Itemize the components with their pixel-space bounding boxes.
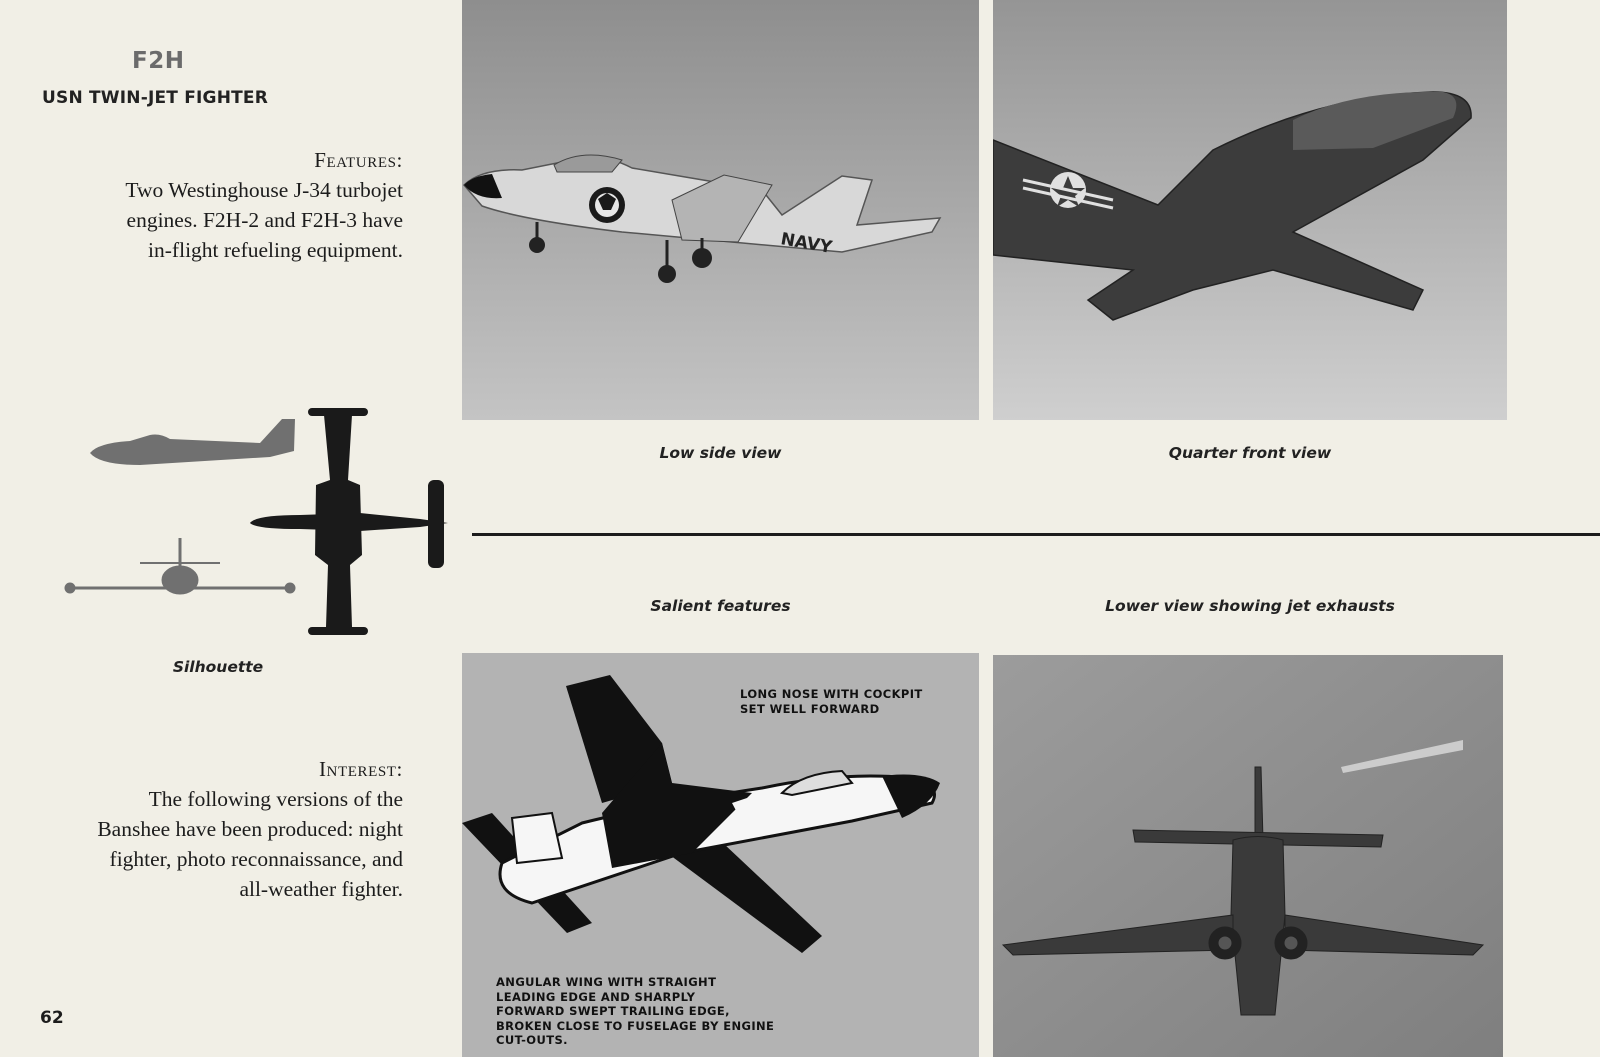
lower-view-caption: Lower view showing jet exhausts xyxy=(1105,597,1395,615)
note-long-nose: LONG NOSE WITH COCKPIT SET WELL FORWARD xyxy=(740,687,923,716)
aircraft-subtitle: USN TWIN-JET FIGHTER xyxy=(42,88,269,108)
features-heading: Features: xyxy=(314,148,403,172)
interest-heading: Interest: xyxy=(318,757,403,781)
salient-features-caption: Salient features xyxy=(650,597,791,615)
navy-marking: NAVY xyxy=(779,229,834,258)
divider-rule xyxy=(472,533,1600,536)
features-text: Two Westinghouse J-34 turbojet engines. F2H-2 and F2H-3 have in-flight refueling equipment. xyxy=(125,178,403,262)
silhouette-caption: Silhouette xyxy=(172,658,264,676)
note-angular-wing: ANGULAR WING WITH STRAIGHT LEADING EDGE AND SHARPLY FORWARD SWEPT TRAILING EDGE, BROKEN CLOSE TO FUSELAGE BY ENGINE CUT-OUTS. xyxy=(496,975,775,1047)
quarter-front-view-caption: Quarter front view xyxy=(1168,444,1332,462)
quarter-front-view-photo xyxy=(993,0,1507,420)
side-silhouette-icon xyxy=(90,419,295,465)
front-silhouette-icon xyxy=(65,538,295,594)
interest-text: The following versions of the Banshee have been produced: night fighter, photo reconnaissance, and all-weather fighter. xyxy=(97,787,403,901)
lower-view-photo xyxy=(993,655,1503,1057)
aircraft-code: F2H xyxy=(132,48,185,74)
salient-features-drawing xyxy=(462,653,979,1057)
low-side-view-photo xyxy=(462,0,979,420)
aircraft-diagram-icon xyxy=(462,675,940,953)
silhouette-figure xyxy=(60,405,460,655)
low-side-view-caption: Low side view xyxy=(659,444,782,462)
page-number: 62 xyxy=(40,1008,64,1028)
